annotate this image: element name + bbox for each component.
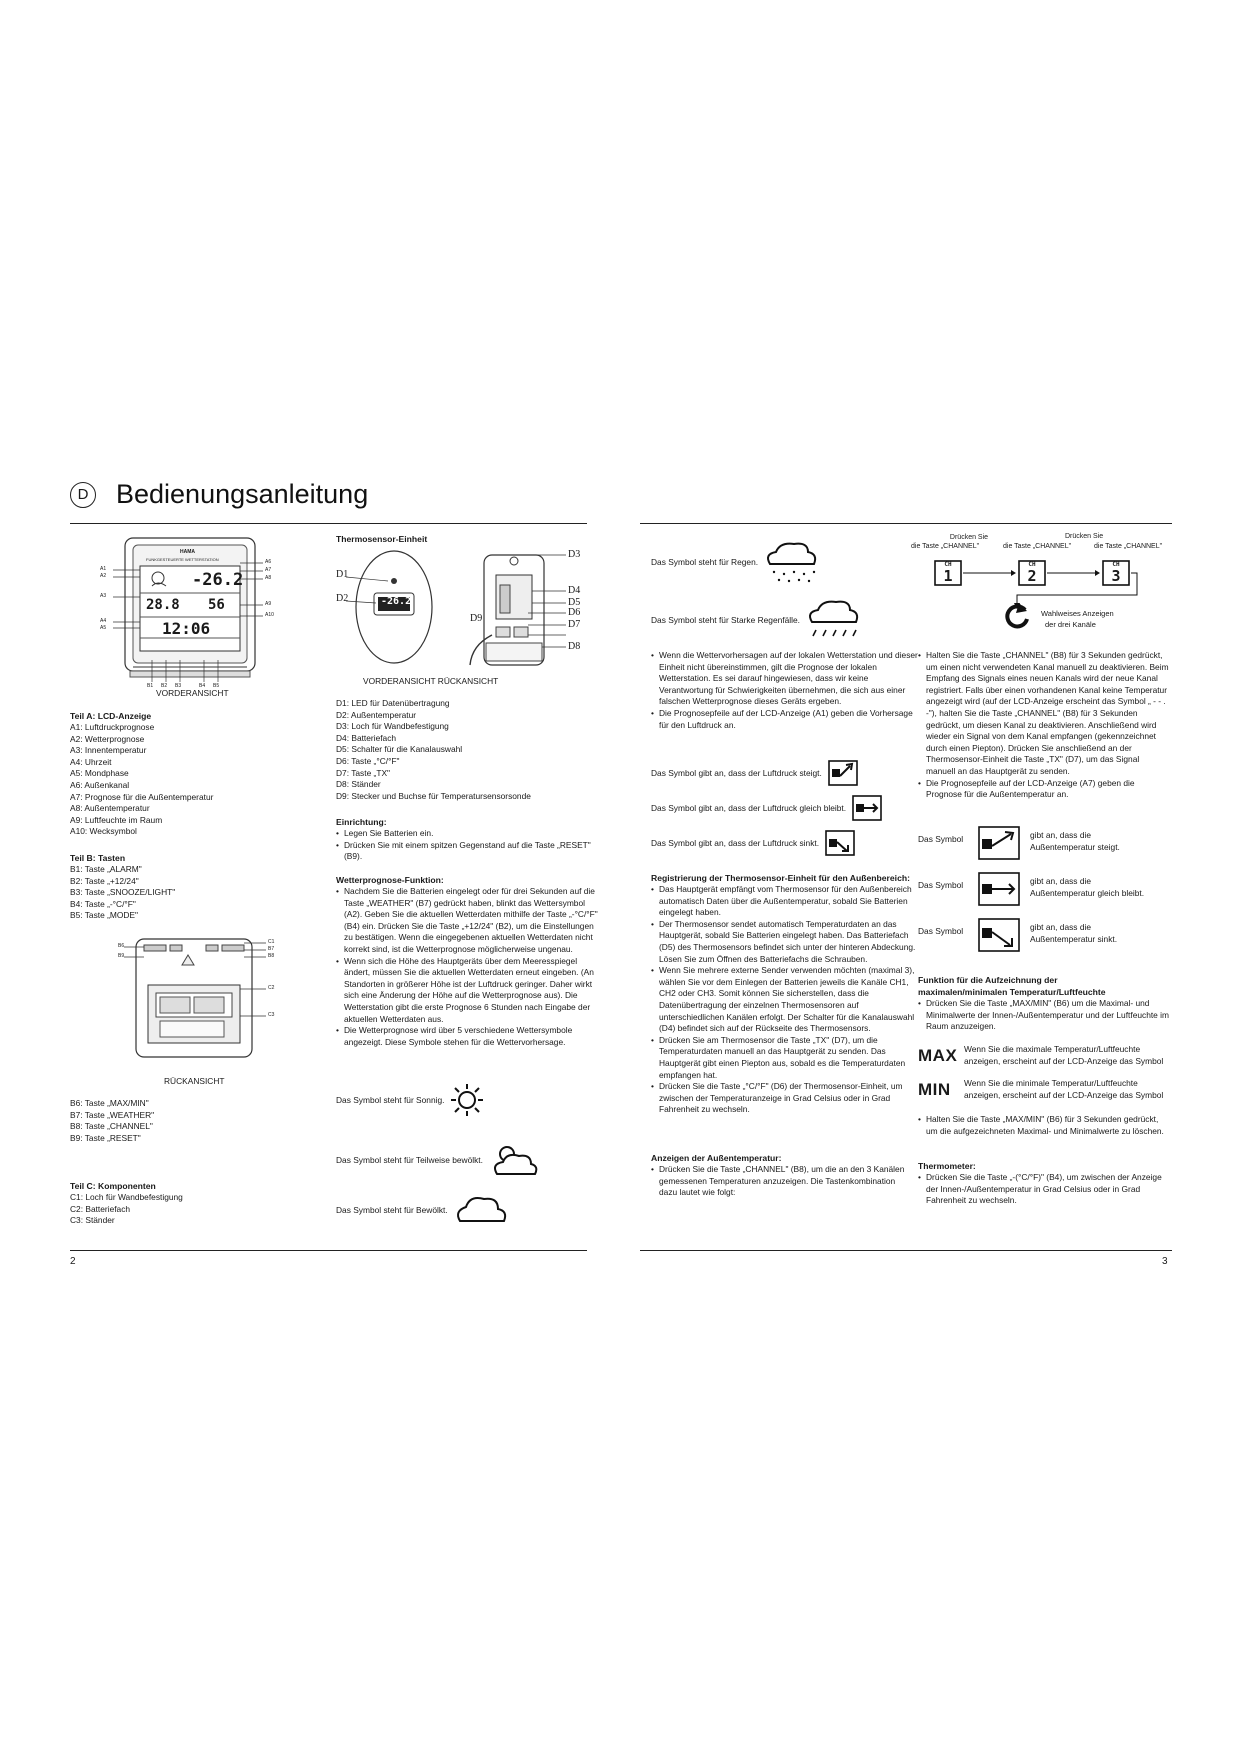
section-einrichtung (336, 816, 592, 863)
teil-c-title: Teil C: Komponenten (70, 1181, 156, 1191)
section-teil-a (70, 710, 310, 838)
pressure-steady-text: Das Symbol gibt an, dass der Luftdruck gleich bleibt. (651, 803, 847, 813)
pressure-falling-text: Das Symbol gibt an, dass der Luftdruck sinkt. (651, 838, 820, 848)
page-number-right: 3 (1162, 1256, 1168, 1267)
label-b8: B8 (268, 953, 275, 959)
temp-arrow-falling-icon (978, 918, 1020, 952)
list-item: D8: Ständer (336, 779, 381, 790)
channel-2-ch: CH (1028, 561, 1036, 568)
list-item: C2: Batteriefach (70, 1203, 131, 1214)
channel-top-2: Drücken Sie (1065, 533, 1104, 540)
label-b5: B5 (213, 683, 220, 689)
label-b1: B1 (147, 683, 154, 689)
top-rule-right (640, 523, 1172, 524)
channel-top-2b: die Taste „CHANNEL" (1003, 543, 1072, 550)
sensor-display: -26.2 (381, 596, 412, 607)
section-maxmin (918, 974, 1172, 1033)
list-item: B3: Taste „SNOOZE/LIGHT" (70, 887, 176, 898)
list-item: A2: Wetterprognose (70, 733, 145, 744)
registrierung-title: Registrierung der Thermosensor-Einheit für den Außenbereich: (651, 873, 910, 883)
max-row (918, 1044, 1172, 1070)
thermometer-title: Thermometer: (918, 1161, 976, 1171)
label-b3: B3 (175, 683, 182, 689)
wetter-title: Wetterprognose-Funktion: (336, 875, 444, 885)
list-item: • Drücken Sie mit einem spitzen Gegenstand auf die Taste „RESET" (B9). (336, 840, 592, 863)
temp-steady-a: Das Symbol (918, 880, 964, 890)
list-item: A10: Wecksymbol (70, 826, 137, 837)
sun-icon (450, 1083, 484, 1117)
teil-c-list (70, 1192, 310, 1227)
front-lcd-temp-in: 28.8 (146, 597, 180, 613)
label-a6: A6 (265, 559, 272, 565)
cloudy-icon (454, 1193, 510, 1227)
top-rule-left (70, 523, 587, 524)
symbol-heavy-rain (651, 598, 874, 642)
temp-rising-a: Das Symbol (918, 834, 964, 844)
language-letter: D (77, 486, 89, 503)
temp-steady-c: Außentemperatur gleich bleibt. (1030, 888, 1145, 898)
front-lcd-temp-out: -26.2 (192, 570, 244, 590)
pressure-falling (651, 830, 855, 856)
back-view-drawing (118, 935, 278, 1065)
maxmin-bullet (918, 998, 1172, 1033)
figure-back (118, 935, 278, 1065)
temp-steady (918, 872, 1170, 908)
label-d4: D4 (568, 585, 581, 596)
front-brand: HAMA (180, 549, 195, 555)
channel-1-box (935, 561, 961, 584)
wetter-bullets (336, 886, 600, 1048)
min-row (918, 1078, 1172, 1104)
list-item: C1: Loch für Wandbefestigung (70, 1192, 183, 1202)
label-d8: D8 (568, 641, 581, 652)
figure-sensor (336, 545, 586, 675)
heavy-rain-icon (804, 598, 874, 642)
header (70, 478, 590, 510)
label-a8: A8 (265, 575, 272, 581)
list-item: B8: Taste „CHANNEL" (70, 1121, 153, 1132)
temp-arrow-rising-icon (978, 826, 1020, 860)
label-a10: A10 (265, 612, 274, 618)
pressure-steady (651, 795, 882, 821)
pressure-rising-text: Das Symbol gibt an, dass der Luftdruck steigt. (651, 768, 822, 778)
list-item: D5: Schalter für die Kanalauswahl (336, 744, 463, 755)
channel-top-1a: Drücken Sie (949, 534, 989, 541)
list-item: • Drücken Sie die Taste „MAX/MIN" (B6) um die Maximal- und Minimalwerte der Innen-/Außentemperatur und der Luftfeuchte im Raum anzuzeigen. (918, 998, 1172, 1033)
list-item: D3: Loch für Wandbefestigung (336, 721, 449, 732)
label-b6: B6 (118, 943, 125, 949)
max-label: MAX (918, 1046, 958, 1065)
list-item: B4: Taste „-°C/°F" (70, 898, 136, 909)
section-registrierung (651, 872, 921, 1116)
label-d7: D7 (568, 619, 581, 630)
symbol-rain (651, 540, 832, 584)
front-view-drawing (100, 530, 280, 700)
symbol-cloudy (336, 1198, 510, 1222)
label-a3: A3 (100, 593, 107, 599)
partly-cloudy-icon (489, 1140, 539, 1180)
anzeigen-title: Anzeigen der Außentemperatur: (651, 1153, 782, 1163)
label-d6: D6 (568, 607, 581, 618)
section-anzeigen (651, 1152, 913, 1199)
symbol-partly-cloudy (336, 1148, 539, 1172)
back-view-caption: RÜCKANSICHT (164, 1076, 225, 1086)
anzeigen-bullets (651, 1164, 913, 1199)
list-item: • Wenn sich die Höhe des Hauptgeräts über dem Meeresspiegel ändert, müssen Sie die aktuellen Wetterdaten erneut eingeben. (An Standorten in größerer Höhe ist der Luftdruck geringer. Daher wirkt sich eine Änderung der Höhe auf die Wetterprognose aus). Die Wetterstation gibt die erste Prognose 6 Stunden nach Eingabe der aktuellen Wetterdaten aus. (336, 956, 600, 1026)
pressure-rising (651, 760, 858, 786)
list-item: C3: Ständer (70, 1215, 115, 1226)
temp-falling-c: Außentemperatur sinkt. (1030, 934, 1118, 944)
label-d3: D3 (568, 549, 581, 560)
label-d1: D1 (336, 569, 349, 580)
max-text: Wenn Sie die maximale Temperatur/Luftfeuchte anzeigen, erscheint auf der LCD-Anzeige das Symbol (964, 1044, 1164, 1066)
temp-rising (918, 826, 1170, 862)
list-item: A8: Außentemperatur (70, 803, 150, 814)
temp-falling (918, 918, 1170, 954)
language-badge (70, 482, 96, 508)
label-a2: A2 (100, 573, 107, 579)
thermometer-bullet (918, 1172, 1170, 1207)
symbol-sunny (336, 1088, 484, 1112)
section-teil-b (70, 852, 310, 922)
mid-bullets (651, 650, 921, 731)
label-d9: D9 (470, 613, 483, 624)
teil-a-title: Teil A: LCD-Anzeige (70, 711, 152, 721)
front-lcd-time: 12:06 (162, 619, 211, 638)
sensor-drawing (336, 545, 586, 675)
list-item: • Drücken Sie die Taste „-(°C/°F)" (B4), um zwischen der Anzeige der Innen-/Außentemperatur in Grad Celsius oder in Grad Fahrenheit zu wechseln. (918, 1172, 1170, 1207)
list-item: B9: Taste „RESET" (70, 1132, 141, 1143)
list-item: D1: LED für Datenübertragung (336, 698, 450, 708)
list-item: • Die Prognosepfeile auf der LCD-Anzeige (A1) geben die Vorhersage für den Luftdruck an. (651, 708, 921, 731)
label-c1: C1 (268, 939, 275, 945)
list-item: B5: Taste „MODE" (70, 910, 138, 921)
rain-icon (762, 540, 832, 584)
einrichtung-title: Einrichtung: (336, 817, 387, 827)
label-a1: A1 (100, 566, 107, 572)
bottom-rule-left (70, 1250, 587, 1251)
section-wetter (336, 874, 600, 1048)
symbol-partly-cloudy-text: Das Symbol steht für Teilweise bewölkt. (336, 1155, 483, 1165)
list-item: • Halten Sie die Taste „CHANNEL" (B8) für 3 Sekunden gedrückt, um einen nicht verwendeten Kanal manuell zu deaktivieren. Beim Empfang des Signals eines neuen Kanals wird der neue Kanal registriert. Falls über einen vorhandenen Kanal keine Temperatur angezeigt wird (auf der LCD-Anzeige erscheint das Symbol „ - - . -"), halten Sie die Taste „CHANNEL" (B8) für 3 Sekunden gedrückt, um diesen Kanal zu deaktivieren. Anschließend wird wieder ein Signal von dem Kanal empfangen (gekennzeichnet durch einen Piepton). Drücken Sie anschließend an der Thermosensor-Einheit die Taste „TX" (D7), um das Signal manuell an das Hauptgerät zu senden. (918, 650, 1170, 778)
symbol-rain-text: Das Symbol steht für Regen. (651, 557, 759, 567)
temp-rising-b: gibt an, dass die (1030, 830, 1091, 840)
list-item: • Legen Sie Batterien ein. (336, 828, 592, 840)
min-label: MIN (918, 1080, 951, 1099)
right-bullets (918, 650, 1170, 801)
list-item: • Die Wetterprognose wird über 5 verschiedene Wettersymbole angezeigt. Diese Symbole stehen für die Wettervorhersage. (336, 1025, 600, 1048)
list-item: A6: Außenkanal (70, 779, 130, 790)
temp-arrow-steady-icon (978, 872, 1020, 906)
list-item: A5: Mondphase (70, 768, 129, 779)
sensor-list (336, 698, 596, 802)
teil-a-list (70, 722, 310, 838)
arrow-rising-icon (828, 760, 858, 786)
list-item: D9: Stecker und Buchse für Temperatursensorsonde (336, 790, 531, 801)
channel-note-2: der drei Kanäle (1045, 620, 1096, 629)
list-item: B2: Taste „+12/24" (70, 875, 139, 886)
symbol-sunny-text: Das Symbol steht für Sonnig. (336, 1095, 445, 1105)
list-item: B7: Taste „WEATHER" (70, 1109, 155, 1120)
arrow-falling-icon (825, 830, 855, 856)
figure-front (100, 530, 280, 700)
channel-3-digit: 3 (1111, 567, 1121, 585)
symbol-heavy-rain-text: Das Symbol steht für Starke Regenfälle. (651, 615, 800, 625)
channel-3-box (1103, 561, 1129, 584)
list-item: A4: Uhrzeit (70, 756, 112, 767)
temp-falling-a: Das Symbol (918, 926, 964, 936)
list-item: A1: Luftdruckprognose (70, 722, 155, 732)
list-item: • Drücken Sie am Thermosensor die Taste „TX" (D7), um die Temperaturdaten manuell an das Hauptgerät zu senden. Das Hauptgerät gibt einen Piepton aus, sobald es die Temperaturdaten empfangen hat. (651, 1035, 921, 1081)
list-item: A3: Innentemperatur (70, 745, 147, 756)
label-a5: A5 (100, 625, 107, 631)
page-title: Bedienungsanleitung (116, 479, 369, 509)
symbol-cloudy-text: Das Symbol steht für Bewölkt. (336, 1205, 448, 1215)
min-text: Wenn Sie die minimale Temperatur/Luftfeuchte anzeigen, erscheint auf der LCD-Anzeige das Symbol (964, 1078, 1164, 1100)
teil-b-list (70, 864, 310, 922)
label-b7: B7 (268, 946, 275, 952)
list-item: B1: Taste „ALARM" (70, 864, 142, 874)
list-item: D2: Außentemperatur (336, 709, 417, 720)
label-a7: A7 (265, 567, 272, 573)
einrichtung-bullets (336, 828, 592, 863)
sensor-title: Thermosensor-Einheit (336, 534, 428, 544)
temp-falling-b: gibt an, dass die (1030, 922, 1091, 932)
registrierung-bullets (651, 884, 921, 1116)
list-item: • Der Thermosensor sendet automatisch Temperaturdaten an das Hauptgerät, sobald Sie Batterien eingelegt haben. Das Batteriefach (D5) des Thermosensors befindet sich unter der hinteren Abdeckung. Lösen Sie zum Öffnen des Batteriefachs die Schrauben. (651, 919, 921, 965)
temp-rising-c: Außentemperatur steigt. (1030, 842, 1120, 852)
list-item: D6: Taste „°C/°F" (336, 755, 400, 766)
front-lcd-humidity: 56 (208, 597, 225, 613)
teil-b-title: Teil B: Tasten (70, 853, 126, 863)
sensor-caption: VORDERANSICHT RÜCKANSICHT (363, 676, 499, 686)
maxmin-bullet-2 (918, 1114, 1172, 1137)
list-item: • Drücken Sie die Taste „°C/°F" (D6) der Thermosensor-Einheit, um zwischen der Temperaturanzeige in Grad Celsius oder in Grad Fahrenheit zu wechseln. (651, 1081, 921, 1116)
list-item: • Halten Sie die Taste „MAX/MIN" (B6) für 3 Sekunden gedrückt, um die aufgezeichneten Maximal- und Minimalwerte zu löschen. (918, 1114, 1172, 1137)
arrow-steady-icon (852, 795, 882, 821)
section-thermometer (918, 1160, 1170, 1207)
list-item: B6: Taste „MAX/MIN" (70, 1098, 149, 1108)
list-item: D7: Taste „TX" (336, 767, 391, 778)
list-item: • Das Hauptgerät empfängt vom Thermosensor für den Außenbereich automatisch Daten über die Außentemperatur, sobald Sie Batterien eingelegt haben. (651, 884, 921, 919)
bottom-rule-right (640, 1250, 1172, 1251)
channel-1-ch: CH (944, 561, 952, 568)
front-subtitle: FUNKGESTEUERTE WETTERSTATION (146, 557, 219, 562)
label-b9: B9 (118, 953, 125, 959)
list-item: • Nachdem Sie die Batterien eingelegt oder für drei Sekunden auf die Taste „WEATHER" (B7) gedrückt haben, blinkt das Wettersymbol (A2). Geben Sie die aktuellen Wetterdaten mithilfe der Taste „-°C/°F" (B4) ein. Drücken Sie die Taste „+12/24" (B2), um die Einstellungen zu bestätigen. Wenn die eingegebenen aktuellen Wetterdaten nicht korrekt sind, ist die Wetterprognose möglicherweise ungenau. (336, 886, 600, 956)
channel-top-1b: die Taste „CHANNEL" (911, 543, 980, 550)
channel-note-1: Wahlweises Anzeigen (1041, 609, 1114, 618)
label-b4: B4 (199, 683, 206, 689)
list-item: A7: Prognose für die Außentemperatur (70, 791, 214, 802)
list-item: A9: Luftfeuchte im Raum (70, 814, 163, 825)
channel-1-digit: 1 (943, 567, 953, 585)
list-item: D4: Batteriefach (336, 732, 397, 743)
list-item: • Wenn Sie mehrere externe Sender verwenden möchten (maximal 3), wählen Sie vor dem Einlegen der Batterien jeweils die Kanäle CH1, CH2 oder CH3. Somit können Sie sicherstellen, dass die Datenübertragung der einzelnen Thermosensoren auf unterschiedlichen Kanälen erfolgt. Der Schalter für die Kanalauswahl (D4) befindet sich auf der Rückseite des Thermosensors. (651, 965, 921, 1035)
section-teil-c (70, 1180, 310, 1227)
channel-3-ch: CH (1112, 561, 1120, 568)
list-item: • Die Prognosepfeile auf der LCD-Anzeige (A7) geben die Prognose für die Außentemperatur an. (918, 778, 1170, 801)
label-a9: A9 (265, 601, 272, 607)
label-d5: D5 (568, 597, 581, 608)
list-item: • Drücken Sie die Taste „CHANNEL" (B8), um die an den 3 Kanälen gemessenen Temperaturen anzuzeigen. Die Tastenkombination dazu lautet wie folgt: (651, 1164, 913, 1199)
page-number-left: 2 (70, 1256, 76, 1267)
label-c2: C2 (268, 985, 275, 991)
label-b2: B2 (161, 683, 168, 689)
maxmin-title: Funktion für die Aufzeichnung der maximalen/minimalen Temperatur/Luftfeuchte (918, 975, 1106, 997)
label-d2: D2 (336, 593, 349, 604)
front-view-caption: VORDERANSICHT (156, 688, 229, 698)
channel-2-digit: 2 (1027, 567, 1037, 585)
label-c3: C3 (268, 1012, 275, 1018)
temp-steady-b: gibt an, dass die (1030, 876, 1091, 886)
label-a4: A4 (100, 618, 107, 624)
channel-2-box (1019, 561, 1045, 584)
teil-b-list-2 (70, 1098, 310, 1144)
channel-diagram (911, 533, 1175, 643)
list-item: • Wenn die Wettervorhersagen auf der lokalen Wetterstation und dieser Einheit nicht übereinstimmen, gilt die Prognose der lokalen Wetterstation. Es sei darauf hingewiesen, dass wir keine Verantwortung für Schwierigkeiten übernehmen, die sich aus einer falschen Wetterprognose dieses Geräts ergeben. (651, 650, 921, 708)
channel-top-3: die Taste „CHANNEL" (1094, 543, 1163, 550)
